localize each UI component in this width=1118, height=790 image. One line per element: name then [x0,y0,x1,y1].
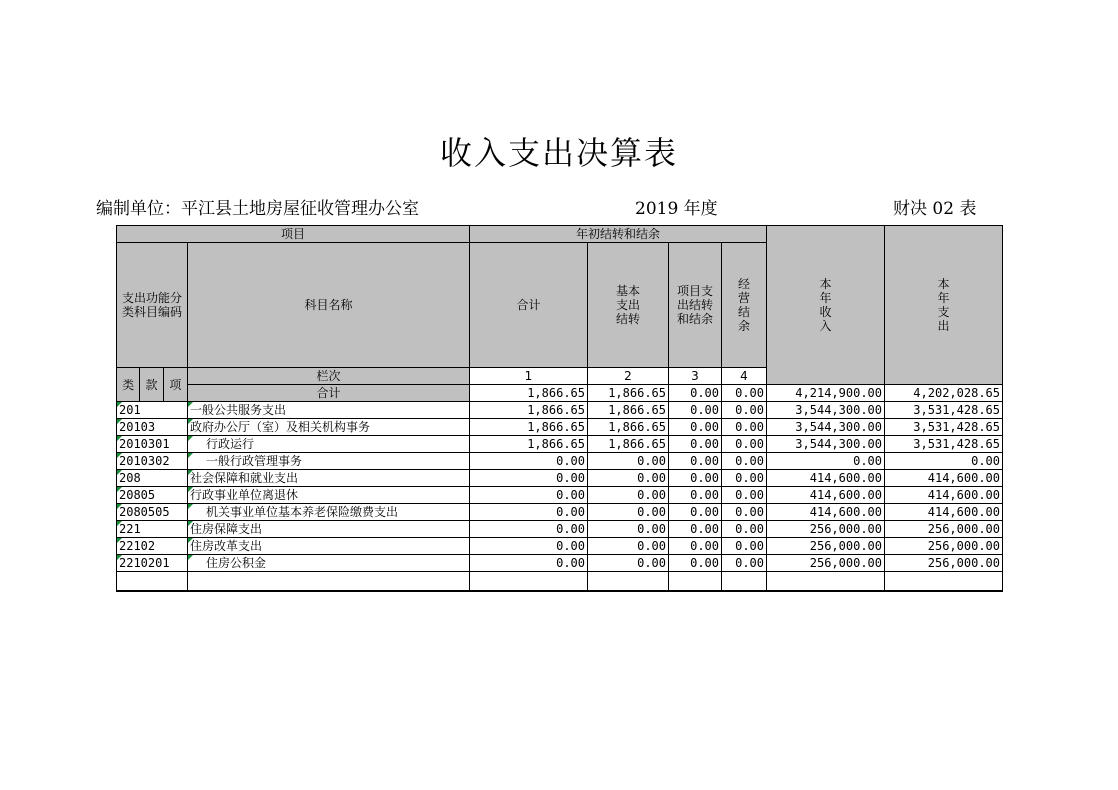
cell-marker-icon [188,538,193,543]
row-name [188,453,470,470]
row-code-text: 20805 [119,488,156,502]
row-value-cell: 1,866.65 [588,419,669,436]
row-code-text: 22102 [119,539,156,553]
row-code-text: 2080505 [119,505,170,519]
row-name-text: 社会保障和就业支出 [190,471,299,485]
row-value-cell: 0.00 [470,470,588,487]
cell-marker-icon [188,521,193,526]
row-value-cell: 0.00 [669,504,722,521]
row-value-cell: 3,544,300.00 [767,436,885,453]
header-code-column: 支出功能分类科目编码 [117,243,188,368]
row-value-cell: 0.00 [470,504,588,521]
row-value-cell: 0.00 [669,470,722,487]
row-value-cell: 0.00 [722,470,767,487]
row-value-cell: 0.00 [722,419,767,436]
col-number-2: 2 [588,368,669,385]
row-name-text: 政府办公厅（室）及相关机构事务 [190,420,371,434]
cell-marker-icon [188,419,193,424]
cell-marker-icon [188,504,193,509]
row-code [117,470,188,487]
table-header [117,226,1003,402]
header-project: 项目 [117,226,470,243]
row-name [188,436,470,453]
row-name [188,402,470,419]
row-value-cell: 0.00 [588,538,669,555]
row-value-cell: 0.00 [470,521,588,538]
row-name [188,538,470,555]
row-value-cell: 414,600.00 [885,504,1003,521]
cell-marker-icon [117,419,122,424]
table-body [117,402,1003,572]
cell-marker-icon [188,453,193,458]
row-value-cell: 0.00 [588,487,669,504]
page-title: 收入支出决算表 [439,134,678,172]
unit-label: 编制单位：平江县土地房屋征收管理办公室 [96,199,419,219]
row-name-text: 住房保障支出 [190,522,263,536]
row-code [117,419,188,436]
row-name [188,504,470,521]
row-value-cell: 256,000.00 [885,521,1003,538]
cell-marker-icon [188,470,193,475]
table-row [117,419,1003,436]
row-name [188,470,470,487]
header-project-carry: 项目支出结转和结余 [669,243,722,368]
row-code [117,538,188,555]
cell-marker-icon [188,436,193,441]
header-basic: 基本支出结转 [588,243,669,368]
total-cell: 4,214,900.00 [767,385,885,402]
row-code-text: 221 [119,522,141,536]
year-label: 2019 年度 [635,199,718,219]
row-code-text: 208 [119,471,141,485]
row-value-cell: 256,000.00 [885,538,1003,555]
row-value-cell: 3,544,300.00 [767,402,885,419]
row-value-cell: 0.00 [722,538,767,555]
row-name-text: 住房公积金 [206,556,267,570]
row-value-cell: 0.00 [669,436,722,453]
row-value-cell: 0.00 [669,419,722,436]
row-value-cell: 414,600.00 [767,487,885,504]
col-number-3: 3 [669,368,722,385]
cell-marker-icon [117,538,122,543]
row-value-cell: 1,866.65 [470,436,588,453]
row-name-text: 行政事业单位离退休 [190,488,299,502]
row-name-text: 住房改革支出 [190,539,263,553]
final-accounts-table [116,225,1003,592]
header-lei: 类 [117,368,140,402]
row-value-cell: 0.00 [722,487,767,504]
row-value-cell: 0.00 [470,538,588,555]
row-value-cell: 0.00 [588,521,669,538]
row-value-cell: 0.00 [669,538,722,555]
cell-marker-icon [117,470,122,475]
row-value-cell: 0.00 [470,487,588,504]
row-value-cell: 256,000.00 [767,555,885,572]
row-code-text: 2010301 [119,437,170,451]
row-code [117,555,188,572]
row-name-text: 行政运行 [206,437,255,451]
row-value-cell: 0.00 [722,504,767,521]
row-code [117,402,188,419]
row-value-cell: 0.00 [669,521,722,538]
row-value-cell: 414,600.00 [885,487,1003,504]
header-xiang: 项 [163,368,187,402]
row-value-cell: 0.00 [470,555,588,572]
header-business: 经营结余 [722,243,767,368]
total-cell: 4,202,028.65 [885,385,1003,402]
row-value-cell: 256,000.00 [767,538,885,555]
header-total: 合计 [470,243,588,368]
col-number-1: 1 [470,368,588,385]
total-cell: 1,866.65 [588,385,669,402]
row-value-cell: 414,600.00 [885,470,1003,487]
header-name-column: 科目名称 [188,243,470,368]
header-heji: 合计 [188,385,470,402]
table-row [117,453,1003,470]
cell-marker-icon [117,555,122,560]
cell-marker-icon [117,521,122,526]
header-lanci: 栏次 [188,368,470,385]
cell-marker-icon [117,487,122,492]
header-income: 本年收入 [767,226,885,385]
row-value-cell: 0.00 [588,555,669,572]
cell-marker-icon [117,453,122,458]
row-value-cell: 414,600.00 [767,504,885,521]
table-row [117,504,1003,521]
table-row [117,487,1003,504]
row-value-cell: 3,531,428.65 [885,419,1003,436]
row-code-text: 20103 [119,420,156,434]
row-name-text: 机关事业单位基本养老保险缴费支出 [206,505,399,519]
header-kuan: 款 [140,368,163,402]
row-value-cell: 0.00 [588,504,669,521]
cell-marker-icon [188,487,193,492]
row-name [188,487,470,504]
row-value-cell: 0.00 [885,453,1003,470]
row-value-cell: 0.00 [669,555,722,572]
row-code-text: 2210201 [119,556,170,570]
row-value-cell: 0.00 [722,521,767,538]
row-value-cell: 3,544,300.00 [767,419,885,436]
form-number-label: 财决 02 表 [893,199,977,219]
row-value-cell: 0.00 [669,402,722,419]
table-row [117,521,1003,538]
header-carryover: 年初结转和结余 [470,226,767,243]
row-code [117,521,188,538]
row-value-cell: 0.00 [669,453,722,470]
row-value-cell: 1,866.65 [470,419,588,436]
cell-marker-icon [117,504,122,509]
total-cell: 0.00 [669,385,722,402]
row-value-cell: 0.00 [470,453,588,470]
cell-marker-icon [117,436,122,441]
row-value-cell: 0.00 [722,555,767,572]
row-code-text: 201 [119,403,141,417]
row-value-cell: 3,531,428.65 [885,402,1003,419]
row-value-cell: 3,531,428.65 [885,436,1003,453]
row-value-cell: 1,866.65 [588,436,669,453]
table-row [117,402,1003,419]
row-value-cell: 0.00 [722,402,767,419]
row-value-cell: 414,600.00 [767,470,885,487]
table-row [117,436,1003,453]
row-value-cell: 0.00 [767,453,885,470]
table-row [117,470,1003,487]
table-row [117,555,1003,572]
row-name [188,419,470,436]
row-code-text: 2010302 [119,454,170,468]
row-value-cell: 0.00 [588,453,669,470]
row-code [117,436,188,453]
cell-marker-icon [188,555,193,560]
row-value-cell: 0.00 [722,436,767,453]
total-cell: 0.00 [722,385,767,402]
row-name-text: 一般公共服务支出 [190,403,287,417]
total-cell: 1,866.65 [470,385,588,402]
row-value-cell: 256,000.00 [885,555,1003,572]
col-number-4: 4 [722,368,767,385]
row-value-cell: 0.00 [669,487,722,504]
row-value-cell: 256,000.00 [767,521,885,538]
row-name [188,521,470,538]
empty-row [117,572,1003,592]
table-row [117,538,1003,555]
row-value-cell: 1,866.65 [470,402,588,419]
header-expense: 本年支出 [885,226,1003,385]
row-value-cell: 1,866.65 [588,402,669,419]
cell-marker-icon [117,402,122,407]
row-name [188,555,470,572]
row-value-cell: 0.00 [588,470,669,487]
row-value-cell: 0.00 [722,453,767,470]
cell-marker-icon [188,402,193,407]
row-code [117,504,188,521]
row-code [117,487,188,504]
row-code [117,453,188,470]
row-name-text: 一般行政管理事务 [206,454,303,468]
